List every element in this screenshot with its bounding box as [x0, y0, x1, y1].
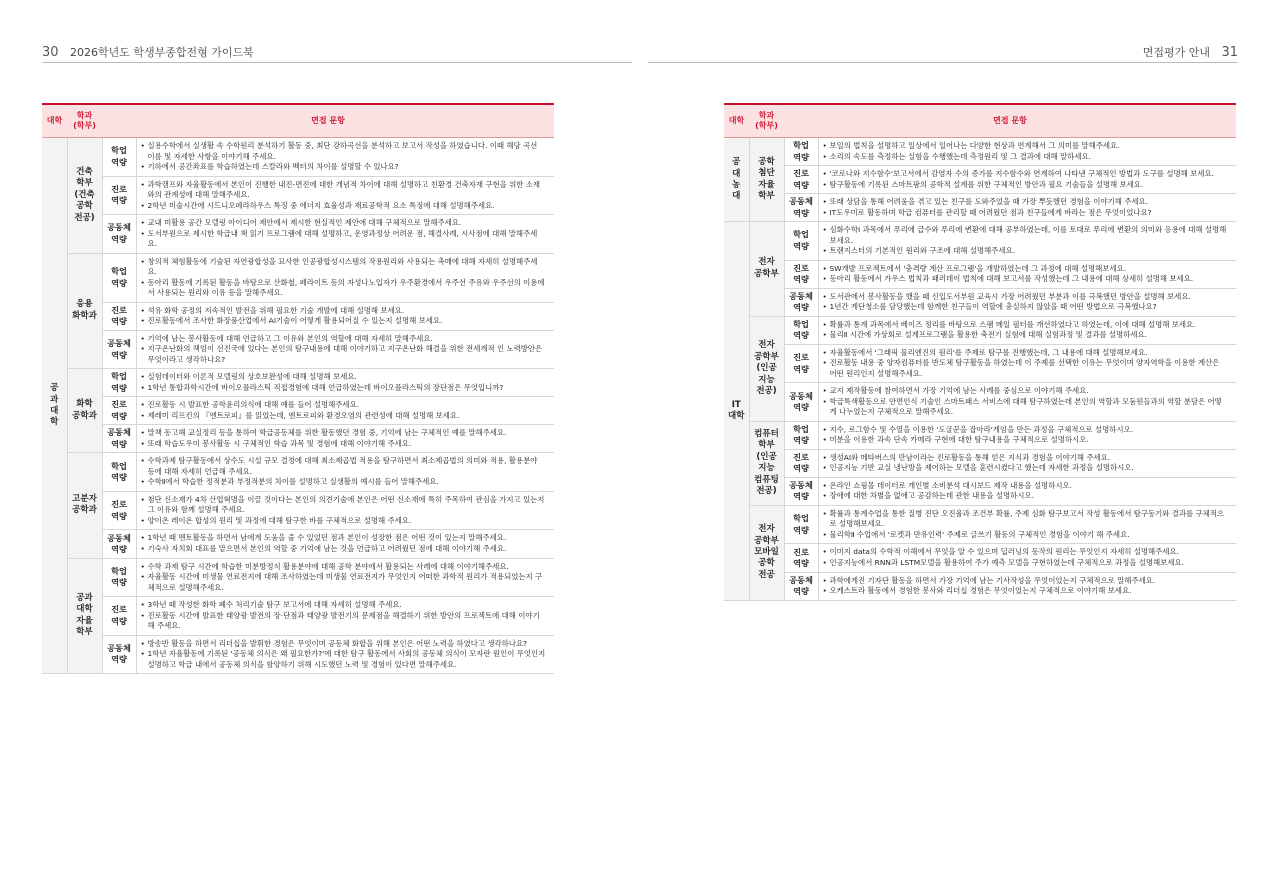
competency-cell: 학업 역량 — [102, 138, 136, 177]
competency-cell: 진로 역량 — [784, 344, 818, 383]
table-row — [724, 572, 1236, 600]
competency-cell: 학업 역량 — [102, 369, 136, 397]
question-item: • 실험데이터와 이론적 모델링의 상호보완성에 대해 설명해 보세요. — [141, 372, 547, 383]
header-questions: 면접 문항 — [784, 104, 1236, 138]
table-row — [42, 302, 554, 330]
header-questions: 면접 문항 — [102, 104, 554, 138]
question-item: • 석유 화학 공정의 지속적인 발전을 위해 필요한 기술 개발에 대해 설명해 보세요. — [141, 306, 547, 317]
left-header-rule — [42, 62, 632, 63]
table-row — [42, 369, 554, 397]
question-item: • 기숙사 자치회 대표를 맡으면서 본인의 역할 중 기억에 남는 것을 언급하고 어려웠던 점에 대해 이야기해 주세요. — [141, 544, 547, 555]
questions-cell — [136, 330, 554, 369]
question-item: • 진로활동 시간에 발표한 태양광 발전의 장·단점과 태양광 발전기의 문제점을 해결하기 위한 방안의 프로젝트에 대해 이야기해 주세요. — [141, 611, 547, 632]
question-item: • 양이온 레이온 합성의 원리 및 과정에 대해 탐구한 바를 구체적으로 설명해 주세요. — [141, 516, 547, 527]
competency-cell: 학업 역량 — [784, 222, 818, 261]
question-item: • 진로활동에서 조사한 화장품산업에서 AI기술이 어떻게 활용되어질 수 있는지 설명해 보세요. — [141, 316, 547, 327]
left-page-number: 30 — [42, 45, 59, 60]
questions-cell — [818, 138, 1236, 166]
dept-cell: 응용 화학과 — [67, 253, 102, 369]
questions-cell — [818, 166, 1236, 194]
question-item: • 탐구활동에 기록된 스마트팜의 공학적 설계를 위한 구체적인 방안과 필요 기술들을 설명해 보세요. — [823, 180, 1229, 191]
right-header-rule — [648, 62, 1238, 63]
table-header-row — [724, 104, 1236, 138]
questions-cell — [818, 572, 1236, 600]
table-row — [724, 477, 1236, 505]
right-page-header — [1143, 44, 1238, 60]
question-item: • 첨단 신소재가 4차 산업혁명을 이끌 것이다는 본인의 의견기술에 본인은 어떤 신소재에 특히 주목하여 관심을 가지고 있는지 그 이유와 함께 설명해 주세요. — [141, 495, 547, 516]
competency-cell: 진로 역량 — [784, 166, 818, 194]
table-row — [42, 253, 554, 302]
header-univ: 대학 — [42, 104, 67, 138]
question-item: • 자율활동 시간에 미생물 연료전지에 대해 조사하였는데 미생물 연료전지가 무엇인지 어떠한 과학적 원리가 적용되었는지 구체적으로 설명해주세요. — [141, 572, 547, 593]
questions-cell — [136, 138, 554, 177]
question-item: • 장애에 대한 차별을 없애고 공감하는데 관한 내용을 설명하시오. — [823, 491, 1229, 502]
question-item: • 교지 제작활동에 참여하면서 가장 기억에 남는 사례를 중심으로 이야기해 주세요. — [823, 386, 1229, 397]
competency-cell: 학업 역량 — [102, 253, 136, 302]
questions-cell — [818, 344, 1236, 383]
dept-cell: 컴퓨터 학부 (인공 지능 컴퓨팅 전공) — [749, 421, 784, 505]
question-item: • 1학년 자율활동에 기록된 '공동체 의식은 왜 필요한가?'에 대한 탐구 활동에서 사회의 공동체 의식이 모자란 원인이 무엇인지 설명하고 학급 내에서 공동체 의식을 함양하기 위해 시도했던 노력 및 경험이 있다면 말해주세요. — [141, 649, 547, 670]
table-row — [724, 505, 1236, 544]
competency-cell: 공동체 역량 — [784, 288, 818, 316]
questions-cell — [818, 544, 1236, 572]
questions-cell — [818, 449, 1236, 477]
question-item: • 온라인 쇼핑몰 데이터로 개인별 소비분석 대시보드 제작 내용을 설명하시오. — [823, 481, 1229, 492]
question-item: • 보일의 법칙을 설명하고 일상에서 일어나는 다양한 현상과 연계해서 그 의미를 말해주세요. — [823, 141, 1229, 152]
questions-cell — [136, 530, 554, 558]
questions-cell — [818, 505, 1236, 544]
question-item: • 3학년 때 작성한 화학 폐수 처리기술 탐구 보고서에 대해 자세히 설명해 주세요. — [141, 600, 547, 611]
question-item: • 오케스트라 활동에서 경험한 봉사와 리더십 경험은 무엇이었는지 구체적으로 이야기해 보세요. — [823, 586, 1229, 597]
table-row — [42, 453, 554, 492]
question-item: • '코로나와 지수함수'보고서에서 감염자 수의 증가를 지수함수와 연계하여 나타낸 구체적인 방법과 도구를 설명해 보세요. — [823, 169, 1229, 180]
question-item: • 1년간 게단청소를 담당했는데 함께한 친구들이 역할에 충실하지 않았을 때 어떤 방법으로 극복했나요? — [823, 302, 1229, 313]
table-row — [724, 222, 1236, 261]
table-row — [724, 383, 1236, 422]
competency-cell: 공동체 역량 — [784, 194, 818, 222]
question-item: • 또래 상담을 통해 어려움을 겪고 있는 친구를 도와주었을 때 가장 뿌듯했던 경험을 이야기해 주세요. — [823, 197, 1229, 208]
question-item: • 심화수학Ⅰ 과목에서 푸리에 급수와 푸리에 변환에 대해 공부하였는데, 이를 토대로 푸리에 변환의 의미와 응용에 대해 설명해 보세요. — [823, 225, 1229, 246]
competency-cell: 공동체 역량 — [102, 425, 136, 453]
competency-cell: 학업 역량 — [102, 558, 136, 597]
right-interview-table — [724, 103, 1236, 601]
question-item: • 확률과 통계 과목에서 베이즈 정리를 바탕으로 스팸 메일 필터를 개선하였다고 하였는데, 이에 대해 설명해 보세요. — [823, 320, 1229, 331]
table-row — [42, 491, 554, 530]
left-page-title: 2026학년도 학생부종합전형 가이드북 — [70, 46, 254, 59]
questions-cell — [818, 288, 1236, 316]
competency-cell: 진로 역량 — [784, 544, 818, 572]
competency-cell: 진로 역량 — [102, 597, 136, 636]
competency-cell: 공동체 역량 — [784, 477, 818, 505]
question-item: • 과학캠프와 자율활동에서 본인이 진행한 내진-면진에 대한 개념적 차이에 대해 설명하고 친환경 건축자재 구현을 위한 소재와의 관계성에 대해 말해주세요. — [141, 180, 547, 201]
table-row — [42, 597, 554, 636]
question-item: • 생성AI와 메타버스의 만남이라는 진로활동을 통해 얻은 지식과 경험을 이야기해 주세요. — [823, 453, 1229, 464]
dept-cell: 공과 대학 자율 학부 — [67, 558, 102, 674]
dept-cell: 전자 공학부 모바일 공학 전공 — [749, 505, 784, 600]
competency-cell: 학업 역량 — [784, 421, 818, 449]
question-item: • 기억에 남는 봉사활동에 대해 언급하고 그 이유와 본인의 역할에 대해 자세히 말해주세요. — [141, 334, 547, 345]
table-row — [724, 544, 1236, 572]
table-row — [724, 316, 1236, 344]
competency-cell: 진로 역량 — [102, 491, 136, 530]
table-row — [42, 530, 554, 558]
questions-cell — [136, 215, 554, 254]
table-row — [42, 138, 554, 177]
question-item: • 확률과 통계수업을 통한 질병 진단 오진율과 조건부 확률, 주제 심화 탐구보고서 작성 활동에서 탐구동기와 결과를 구체적으로 설명해보세요. — [823, 509, 1229, 530]
table-row — [42, 215, 554, 254]
left-interview-table — [42, 103, 554, 674]
competency-cell: 진로 역량 — [784, 449, 818, 477]
question-item: • 2학년 미술시간에 시드니오페라하우스 특징 중 에너지 효율성과 재료공학적 요소 특징에 대해 설명해주세요. — [141, 201, 547, 212]
header-dept: 학과 (학부) — [749, 104, 784, 138]
question-item: • 수학 과제 탐구 시간에 학습한 미분방정식 활용분야에 대해 공학 분야에서 활용되는 사례에 대해 이야기해주세요. — [141, 562, 547, 573]
question-item: • 수학Ⅱ에서 학습한 정적분과 부정적분의 차이를 설명하고 실생활의 예시를 들어 말해주세요. — [141, 477, 547, 488]
dept-cell: 전자 공학부 (인공 지능 전공) — [749, 316, 784, 421]
competency-cell: 학업 역량 — [102, 453, 136, 492]
dept-cell: 고분자 공학과 — [67, 453, 102, 558]
table-row — [724, 449, 1236, 477]
table-row — [42, 635, 554, 674]
header-univ: 대학 — [724, 104, 749, 138]
question-item: • 또래 학습도우미 봉사활동 시 구체적인 학습 과목 및 경험에 대해 이야기해 주세요. — [141, 439, 547, 450]
question-item: • 제레미 리프킨의 『엔트로피』를 읽었는데, 엔트로피와 환경오염의 관련성에 대해 설명해 보세요. — [141, 411, 547, 422]
competency-cell: 공동체 역량 — [784, 572, 818, 600]
question-item: • 기하에서 공간좌표를 학습하였는데 스칼라와 벡터의 차이를 설명할 수 있나요? — [141, 162, 547, 173]
competency-cell: 공동체 역량 — [102, 330, 136, 369]
table-header-row — [42, 104, 554, 138]
questions-cell — [136, 558, 554, 597]
question-item: • 창의적 체험활동에 기술된 자연광합성을 묘사한 인공광합성시스템의 작용원리와 사용되는 촉매에 대해 자세히 설명해주세요. — [141, 257, 547, 278]
question-item: • 인공지능에서 RNN과 LSTM모델을 활용하여 주가 예측 모델을 구현하였는데 구체적으로 과정을 설명해보세요. — [823, 558, 1229, 569]
table-row — [724, 344, 1236, 383]
competency-cell: 진로 역량 — [102, 176, 136, 215]
univ-cell: 공 대 농 대 — [724, 138, 749, 222]
competency-cell: 진로 역량 — [102, 397, 136, 425]
table-row — [724, 421, 1236, 449]
question-item: • 인공지능 기반 교실 냉난방을 제어하는 모델을 훈련시켰다고 했는데 자세한 과정을 설명하시오. — [823, 463, 1229, 474]
table-row — [42, 425, 554, 453]
dept-cell: 건축 학부 (건축 공학 전공) — [67, 138, 102, 254]
question-item: • 동아리 활동에 기록된 활동을 바탕으로 산화철, 페라이트 등의 자성나노입자가 우주환경에서 우주선 주유와 우주선의 이용에서 사용되는 원리와 이유 등을 말해주세요. — [141, 278, 547, 299]
question-item: • 자율활동에서 '그래픽 물리엔진의 원리'를 주제로 탐구를 진행했는데, 그 내용에 대해 설명해보세요. — [823, 348, 1229, 359]
competency-cell: 공동체 역량 — [784, 383, 818, 422]
question-item: • 도서관에서 봉사활동을 했을 때 신입도서부원 교육시 가장 어려웠던 부분과 이를 극복했던 방안을 설명해 보세요. — [823, 292, 1229, 303]
competency-cell: 학업 역량 — [784, 505, 818, 544]
table-row — [42, 397, 554, 425]
right-page-title: 면접평가 안내 — [1142, 46, 1210, 59]
question-item: • 이미지 data의 수학적 이해에서 무엇을 알 수 있으며 딥러닝의 동작의 원리는 무엇인지 자세히 설명해주세요. — [823, 547, 1229, 558]
question-item: • 트랜지스터의 기본적인 원리와 구조에 대해 설명해주세요. — [823, 246, 1229, 257]
question-item: • 진로활동 시 발표한 공학윤리의식에 대해 예를 들어 설명해주세요. — [141, 400, 547, 411]
univ-cell: 공 과 대 학 — [42, 138, 67, 674]
questions-cell — [136, 397, 554, 425]
competency-cell: 학업 역량 — [784, 138, 818, 166]
questions-cell — [136, 369, 554, 397]
questions-cell — [136, 176, 554, 215]
question-item: • 1학년 통합과학시간에 바이오플라스틱 직접경험에 대해 언급하였는데 바이오플라스틱의 장단점은 무엇입니까? — [141, 383, 547, 394]
question-item: • 소리의 속도를 측정하는 실험을 수행했는데 측정원리 및 그 결과에 대해 말하세요. — [823, 152, 1229, 163]
question-item: • 도서부원으로 제시한 학급내 책 읽기 프로그램에 대해 설명하고, 운영과정상 어려운 점, 해결사례, 시사점에 대해 말해주세요. — [141, 229, 547, 250]
table-row — [42, 330, 554, 369]
question-item: • 미분을 이용한 과속 단속 카메라 구현에 대한 탐구내용을 구체적으로 설명하시오. — [823, 435, 1229, 446]
dept-cell: 화학 공학과 — [67, 369, 102, 453]
question-item: • 학급특색활동으로 안면인식 기술인 스마트패스 서비스에 대해 탐구하였는데 본인의 역할과 모둠원들과의 역할 분담은 어떻게 나누었는지 구체적으로 말해주세요. — [823, 397, 1229, 418]
table-row — [42, 558, 554, 597]
competency-cell: 학업 역량 — [784, 316, 818, 344]
question-item: • 지수, 로그함수 및 수열을 이용한 '도굴꾼을 잡아라'게임을 만든 과정을 구체적으로 설명하시오. — [823, 425, 1229, 436]
questions-cell — [136, 425, 554, 453]
questions-cell — [818, 477, 1236, 505]
questions-cell — [818, 222, 1236, 261]
question-item: • 말책 동고해 교실정리 등을 통하여 학급공동체를 위한 활동했던 경험 중, 기억에 남는 구체적인 예를 말해주세요. — [141, 428, 547, 439]
questions-cell — [136, 491, 554, 530]
dept-cell: 전자 공학부 — [749, 222, 784, 317]
competency-cell: 공동체 역량 — [102, 215, 136, 254]
question-item: • 물리Ⅱ 시간에 가상회로 설계프로그램을 활용한 축전기 실험에 대해 실험과정 및 결과를 설명하세요. — [823, 330, 1229, 341]
questions-cell — [818, 383, 1236, 422]
competency-cell: 공동체 역량 — [102, 530, 136, 558]
questions-cell — [818, 421, 1236, 449]
table-row — [724, 166, 1236, 194]
question-item: • IT도우미로 활동하며 학급 컴퓨터를 관리할 때 어려웠던 점과 친구들에게 바라는 점은 무엇이었나요? — [823, 208, 1229, 219]
competency-cell: 진로 역량 — [102, 302, 136, 330]
question-item: • 지구온난화의 책임이 선진국에 있다는 본인의 탐구내용에 대해 이야기하고 지구온난화 해결을 위한 전세계적 인 노력방안은 무엇이라고 생각하나요? — [141, 344, 547, 365]
question-item: • 실용수학에서 실생활 속 수학원리 분석하기 활동 중, 최단 강하곡선을 분석하고 보고서 작성을 하였습니다. 이때 해당 곡선 이름 및 자세한 사항을 이야기해 주세요. — [141, 141, 547, 162]
question-item: • 수학과제 탐구활동에서 상수도 시설 규모 결정에 대해 최소제곱법 적용을 탐구하면서 최소제곱법의 의미와 적용, 활용분야 등에 대해 자세히 언급해 주세요. — [141, 456, 547, 477]
questions-cell — [136, 597, 554, 636]
questions-cell — [136, 453, 554, 492]
questions-cell — [818, 194, 1236, 222]
table-row — [724, 194, 1236, 222]
questions-cell — [818, 316, 1236, 344]
table-row — [42, 176, 554, 215]
questions-cell — [136, 635, 554, 674]
questions-cell — [818, 260, 1236, 288]
table-row — [724, 288, 1236, 316]
questions-cell — [136, 253, 554, 302]
competency-cell: 진로 역량 — [784, 260, 818, 288]
questions-cell — [136, 302, 554, 330]
question-item: • 방송반 활동을 하면서 리더십을 발휘한 경험은 무엇이며 공동체 화합을 위해 본인은 어떤 노력을 하였다고 생각하나요? — [141, 639, 547, 650]
table-row — [724, 260, 1236, 288]
left-page-header — [42, 44, 254, 60]
table-row — [724, 138, 1236, 166]
right-page-number: 31 — [1221, 45, 1238, 60]
question-item: • 1학년 때 멘토활동을 하면서 남에게 도움을 줄 수 있었던 점과 본인이 성장한 점은 어떤 것이 있는지 말해주세요. — [141, 533, 547, 544]
question-item: • 진로활동 내용 중 양자컴퓨터를 반도체 탐구활동을 하였는데 이 주제를 선택한 이유는 무엇이며 양자역학을 이용한 계산은 어떤 원리인지 설명해주세요. — [823, 358, 1229, 379]
question-item: • SW개발 프로젝트에서 '충격량 계산 프로그램'을 개발하였는데 그 과정에 대해 설명해보세요. — [823, 264, 1229, 275]
univ-cell: IT 대학 — [724, 222, 749, 600]
competency-cell: 공동체 역량 — [102, 635, 136, 674]
question-item: • 과학에게진 기자단 활동을 하면서 가장 기억에 남는 기사작성을 무엇이었는지 구체적으로 말해주세요. — [823, 576, 1229, 587]
question-item: • 교내 미활용 공간 모델링 아이디어 제안에서 제시한 현실적인 제안에 대해 구체적으로 말해주세요. — [141, 218, 547, 229]
question-item: • 동아리 활동에서 가우스 법칙과 패러데이 법칙에 대해 보고서를 작성했는데 그 내용에 대해 상세히 설명해 보세요. — [823, 274, 1229, 285]
header-dept: 학과 (학부) — [67, 104, 102, 138]
question-item: • 물리학Ⅱ 수업에서 '로켓과 만유인력' 주제로 글쓰기 활동의 구체적인 경험을 이야기 해 주세요. — [823, 530, 1229, 541]
dept-cell: 공학 첨단 자율 학부 — [749, 138, 784, 222]
